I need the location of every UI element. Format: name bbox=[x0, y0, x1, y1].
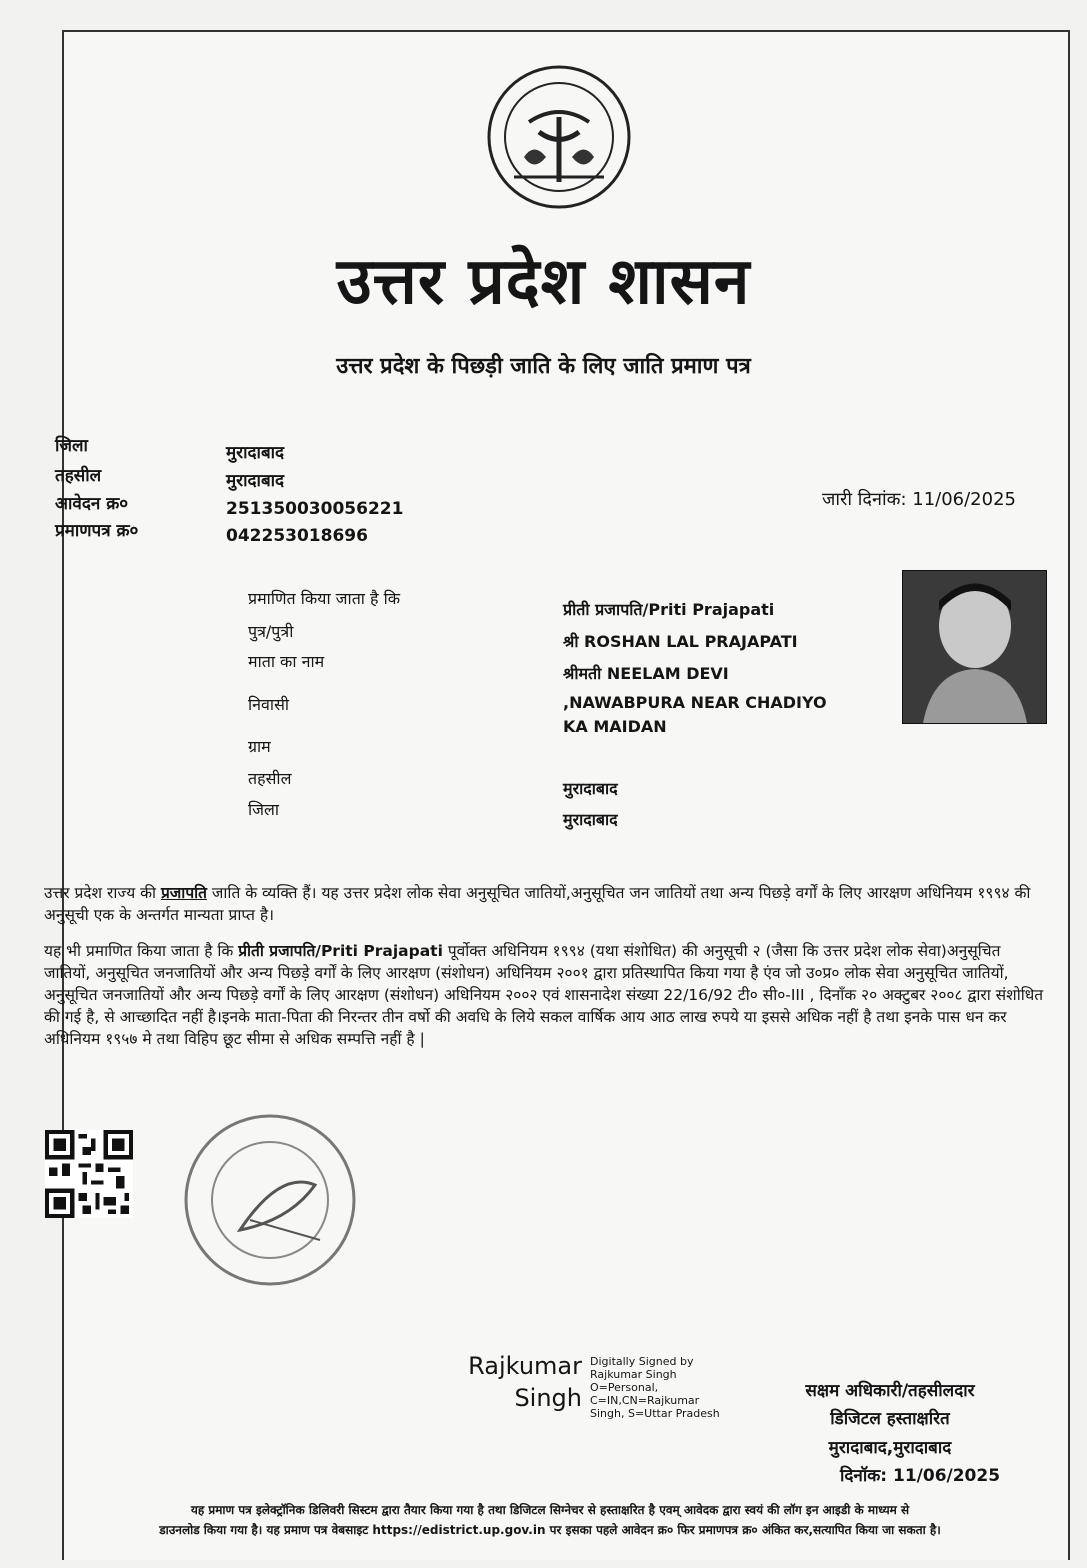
applicant-photo bbox=[902, 570, 1047, 724]
detail-tehsil-value: मुरादाबाद bbox=[563, 779, 618, 798]
tehsil-value: मुरादाबाद bbox=[226, 471, 285, 491]
digital-sig-line: Rajkumar Singh bbox=[590, 1368, 677, 1381]
caste-paragraph bbox=[44, 882, 1044, 926]
footer-note bbox=[50, 1500, 1050, 1540]
digital-sig-line: O=Personal, bbox=[590, 1381, 659, 1394]
officer-digital-signed: डिजिटल हस्ताक्षरित bbox=[830, 1409, 950, 1429]
father-name: श्री ROSHAN LAL PRAJAPATI bbox=[563, 632, 798, 651]
tehsil-label: तहसील bbox=[55, 466, 102, 486]
village-label: ग्राम bbox=[248, 737, 271, 756]
signer-name bbox=[458, 1350, 582, 1414]
p2-before: यह भी प्रमाणित किया जाता है कि bbox=[44, 942, 239, 960]
child-of-label: पुत्र/पुत्री bbox=[248, 622, 294, 641]
certificate-number: 042253018696 bbox=[226, 526, 368, 546]
address-line2: KA MAIDAN bbox=[563, 717, 667, 736]
certificate-label: प्रमाणपत्र क्र० bbox=[55, 521, 139, 541]
signer-last-name: Singh bbox=[514, 1384, 582, 1412]
p1-before: उत्तर प्रदेश राज्य की bbox=[44, 884, 161, 902]
signer-first-name: Rajkumar bbox=[468, 1352, 582, 1380]
qr-code-icon bbox=[45, 1130, 133, 1218]
detail-tehsil-label: तहसील bbox=[248, 769, 292, 788]
p1-after: जाति के व्यक्ति हैं। यह उत्तर प्रदेश लोक सेवा अनुसूचित जातियों,अनुसूचित जन जातियों तथा अन्य पिछड़े वर्गों के लिए आरक्षण अधिनियम १९९४ की अनुसूची एक के अन्तर्गत मान्यता प्राप्त है। bbox=[44, 884, 1031, 924]
address-line1: ,NAWABPURA NEAR CHADIYO bbox=[563, 693, 827, 712]
issue-date: जारी दिनांक: 11/06/2025 bbox=[822, 489, 1016, 510]
certification-paragraph bbox=[44, 940, 1044, 1050]
detail-district-label: जिला bbox=[248, 800, 280, 819]
officer-designation: सक्षम अधिकारी/तहसीलदार bbox=[805, 1381, 975, 1401]
p2-after: पूर्वोक्त अधिनियम १९९४ (यथा संशोधित) की अनुसूची २ (जैसा कि उत्तर प्रदेश लोक सेवा)अनुसूचित जातियों, अनुसूचित जनजातियों और अन्य पिछड़े वर्गों के लिए आरक्षण (संशोधन) अधिनियम २००१ द्वारा प्रतिस्थापित किया गया है एंव जो उ०प्र० लोक सेवा अनुसूचित जातियों, अनुसूचित जनजातियों और अन्य पिछड़े वर्गों के लिए आरक्षण (संशोधन) अधिनियम २००२ एवं शासनादेश संख्या 22/16/92 टी० सी०-III , दिनाँक २० अक्टुबर २००८ द्वारा संशोधित की गई है, से आच्छादित नहीं है।इनके माता-पिता की निरन्तर तीन वर्षो की अवधि के लिये सकल वार्षिक आय आठ लाख रुपये या इससे अधिक नहीं है तथा इनके पास धन कर अधिनियम १९५७ मे तथा विहिप छूट सीमा से अधिक सम्पत्ति नहीं है | bbox=[44, 942, 1044, 1048]
main-title: उत्तर प्रदेश शासन bbox=[336, 245, 751, 319]
mother-name: श्रीमती NEELAM DEVI bbox=[563, 664, 729, 683]
mother-label: माता का नाम bbox=[248, 652, 325, 671]
caste-name: प्रजापति bbox=[160, 884, 207, 902]
person-photo-icon bbox=[903, 571, 1046, 723]
up-government-emblem-icon bbox=[484, 62, 634, 212]
district-value: मुरादाबाद bbox=[226, 443, 285, 463]
footer-line1: यह प्रमाण पत्र इलेक्ट्रॉनिक डिलिवरी सिस्टम द्वारा तैयार किया गया है तथा डिजिटल सिग्नेचर से हस्ताक्षरित है एवम् आवेदक द्वारा स्वयं की लॉग इन आइडी के माध्यम से bbox=[190, 1503, 910, 1517]
digital-sig-line: Singh, S=Uttar Pradesh bbox=[590, 1407, 720, 1420]
p2-applicant-name: प्रीती प्रजापति/Priti Prajapati bbox=[238, 942, 443, 960]
officer-location: मुरादाबाद,मुरादाबाद bbox=[828, 1438, 952, 1458]
certified-label: प्रमाणित किया जाता है कि bbox=[248, 589, 401, 608]
applicant-name: प्रीती प्रजापति/Priti Prajapati bbox=[563, 600, 775, 619]
district-label: जिला bbox=[55, 436, 88, 456]
footer-line2: डाउनलोड किया गया है। यह प्रमाण पत्र वेबसाइट https://edistrict.up.gov.in पर इसका पहले आवेदन क्र० फिर प्रमाणपत्र क्र० अंकित कर,सत्यापित किया जा सकता है। bbox=[159, 1523, 941, 1537]
office-seal-stamp-icon bbox=[180, 1110, 360, 1290]
application-label: आवेदन क्र० bbox=[55, 494, 129, 514]
resident-label: निवासी bbox=[248, 695, 290, 714]
digital-sig-line: C=IN,CN=Rajkumar bbox=[590, 1394, 700, 1407]
officer-date: दिनॉक: 11/06/2025 bbox=[839, 1466, 1001, 1486]
detail-district-value: मुरादाबाद bbox=[563, 810, 618, 829]
digital-signature-details bbox=[590, 1355, 720, 1420]
digital-sig-line: Digitally Signed by bbox=[590, 1355, 694, 1368]
certificate-subtitle: उत्तर प्रदेश के पिछड़ी जाति के लिए जाति प्रमाण पत्र bbox=[336, 354, 751, 379]
application-number: 251350030056221 bbox=[226, 499, 404, 519]
